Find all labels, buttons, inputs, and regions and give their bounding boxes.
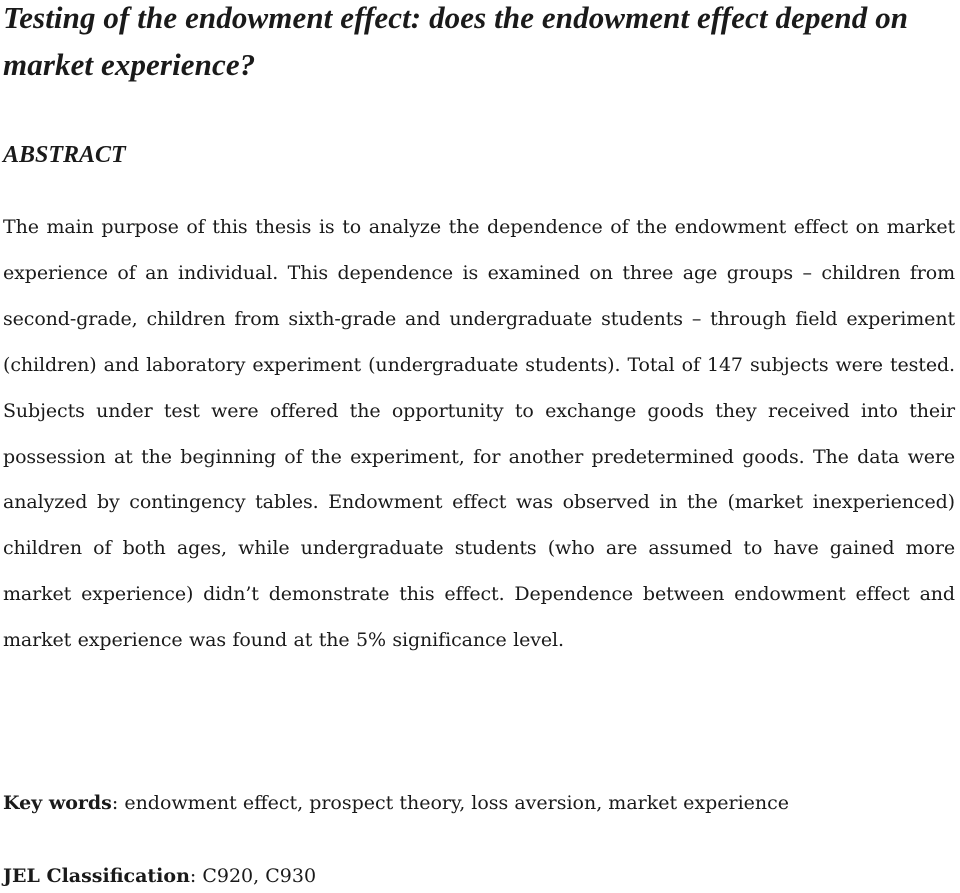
jel-classification-line <box>3 861 316 891</box>
jel-label: JEL Classification <box>3 865 190 887</box>
keywords-separator: : <box>111 792 125 814</box>
keywords-value: endowment effect, prospect theory, loss aversion, market experience <box>124 792 790 814</box>
jel-separator: : <box>189 865 203 887</box>
keywords-line <box>3 788 789 818</box>
jel-value: C920, C930 <box>202 865 317 887</box>
abstract-heading: ABSTRACT <box>3 142 126 168</box>
keywords-label: Key words <box>3 792 112 814</box>
document-title: Testing of the endowment effect: does the endowment effect depend on market experience? <box>3 0 909 82</box>
abstract-body: The main purpose of this thesis is to analyze the dependence of the endowment effect on market experience of an individual. This dependence is examined on three age groups – children from second-grade, children from sixth-grade and undergraduate students – through field experiment (children) and laboratory experiment (undergraduate students). Total of 147 subjects were tested. Subjects under test were offered the opportunity to exchange goods they received into their possession at the beginning of the experiment, for another predetermined goods. The data were analyzed by contingency tables. Endowment effect was observed in the (market inexperienced) children of both ages, while undergraduate students (who are assumed to have gained more market experience) didn’t demonstrate this effect. Dependence between endowment effect and market experience was found at the 5% significance level. <box>3 216 955 652</box>
